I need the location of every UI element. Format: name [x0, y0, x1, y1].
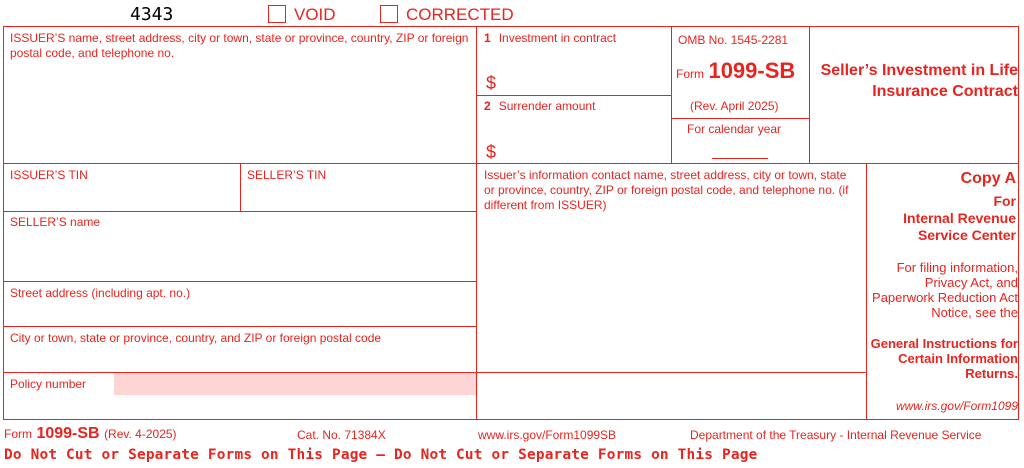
- box1-label: [484, 31, 616, 46]
- footer-form-word: Form: [4, 427, 32, 441]
- corrected-checkbox[interactable]: [380, 5, 398, 23]
- form-word: Form: [676, 67, 704, 81]
- box2-label: [484, 99, 595, 114]
- copy-a-divider: [866, 163, 867, 420]
- irs-center-label: Internal Revenue Service Center: [903, 210, 1016, 243]
- catalog-number: Cat. No. 71384X: [297, 428, 386, 442]
- copy-a-label: Copy A: [960, 170, 1016, 187]
- box1-dollar: $: [486, 73, 497, 93]
- issuer-contact-lower-box[interactable]: [476, 372, 867, 420]
- department-label: Department of the Treasury - Internal Revenue Service: [690, 428, 982, 442]
- seller-tin-label: SELLER’S TIN: [247, 168, 327, 182]
- footer-url[interactable]: www.irs.gov/Form1099SB: [478, 428, 617, 442]
- policy-number-field[interactable]: [114, 373, 476, 395]
- form-number: 4343: [130, 4, 174, 25]
- policy-number-label: Policy number: [10, 377, 87, 391]
- footer-form-id: 1099-SB: [36, 425, 100, 442]
- box2-dollar: $: [486, 142, 497, 162]
- issuer-name-label: ISSUER’S name, street address, city or town, state or province, country, ZIP or foreign postal code, and telephone no.: [10, 31, 469, 60]
- calendar-year-label: For calendar year: [687, 122, 782, 136]
- irs-form1099-url[interactable]: www.irs.gov/Form1099: [895, 399, 1018, 413]
- form-id: 1099-SB: [708, 58, 796, 83]
- void-label: VOID: [294, 5, 336, 24]
- do-not-cut-banner: Do Not Cut or Separate Forms on This Page — Do Not Cut or Separate Forms on This Page: [4, 447, 758, 463]
- box2-number: 2: [484, 99, 491, 113]
- calendar-year-line: [712, 158, 768, 159]
- omb-number: OMB No. 1545-2281: [678, 33, 789, 47]
- issuer-contact-label: Issuer’s information contact name, street address, city or town, state or province, country, ZIP or foreign postal code, and telephone no. (if different from ISSUER): [484, 168, 849, 212]
- copy-a-top-rule: [866, 163, 1019, 164]
- form-revision: (Rev. April 2025): [690, 99, 779, 113]
- seller-name-label: SELLER’S name: [10, 215, 101, 229]
- footer-form-line: [4, 425, 177, 443]
- corrected-label: CORRECTED: [406, 5, 514, 24]
- general-instructions-text: General Instructions for Certain Information Returns.: [870, 336, 1018, 381]
- issuer-tin-label: ISSUER’S TIN: [10, 168, 88, 182]
- box1-number: 1: [484, 31, 491, 45]
- city-label: City or town, state or province, country, and ZIP or foreign postal code: [10, 331, 382, 345]
- void-checkbox[interactable]: [268, 5, 286, 23]
- copy-a-for: For: [993, 193, 1016, 209]
- box1-text: Investment in contract: [498, 31, 617, 45]
- form-title: Seller’s Investment in Life Insurance Contract: [820, 62, 1018, 100]
- street-address-label: Street address (including apt. no.): [10, 286, 191, 300]
- box2-text: Surrender amount: [498, 99, 596, 113]
- form-id-line: [676, 58, 795, 84]
- footer-revision: (Rev. 4-2025): [104, 427, 177, 441]
- filing-info-text: For filing information, Privacy Act, and Paperwork Reduction Act Notice, see the: [872, 260, 1018, 320]
